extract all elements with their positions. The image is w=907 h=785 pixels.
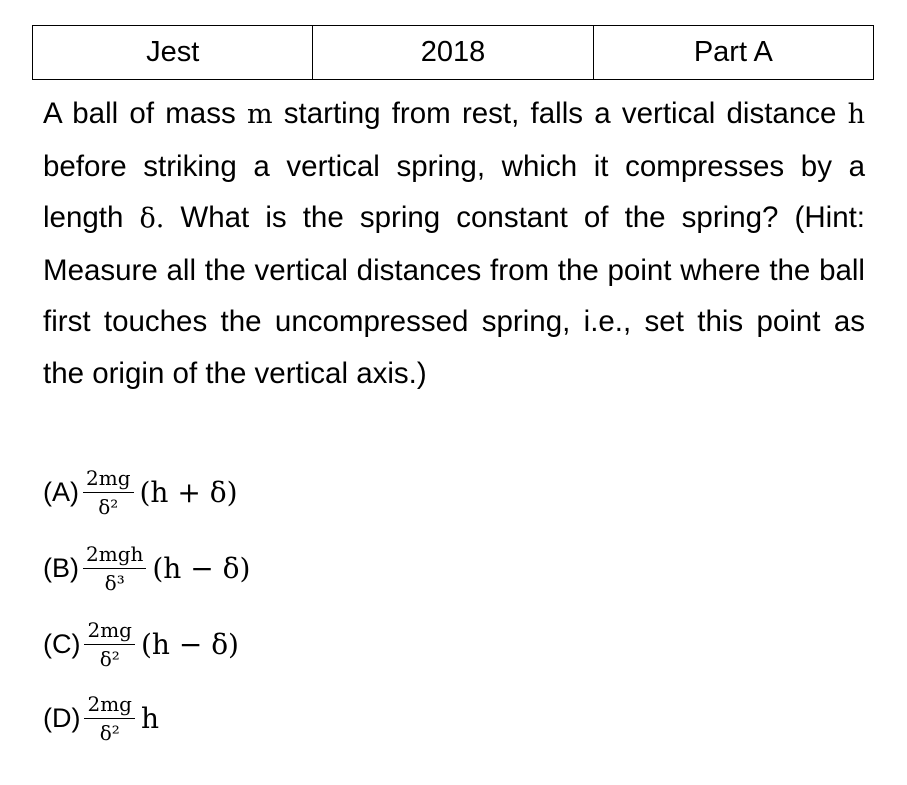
option-b-factor: (h − δ) — [152, 551, 251, 585]
option-d[interactable] — [43, 684, 159, 752]
option-c-numerator: 2mg — [84, 618, 135, 645]
variable-height: h — [847, 99, 865, 130]
exam-part-cell: Part A — [593, 26, 873, 80]
option-c-factor: (h − δ) — [140, 627, 239, 661]
option-a-factor: (h + δ) — [139, 475, 238, 509]
option-c-denominator: δ² — [99, 646, 120, 671]
option-a-fraction — [83, 466, 134, 519]
variable-delta: δ. — [139, 203, 165, 234]
header-row — [33, 26, 874, 80]
option-b-fraction — [83, 542, 146, 595]
exam-name-cell: Jest — [33, 26, 313, 80]
question-segment-2: starting from rest, falls a vertical distance — [272, 97, 848, 130]
option-c-fraction — [84, 618, 135, 671]
option-d-denominator: δ² — [99, 720, 120, 745]
option-d-label: (D) — [43, 702, 81, 733]
option-d-factor: h — [140, 701, 160, 735]
option-d-numerator: 2mg — [84, 692, 135, 719]
option-b-label: (B) — [43, 552, 79, 583]
question-segment-3: before striking a vertical spring, which it compresses by a length — [43, 149, 865, 234]
option-b-numerator: 2mgh — [83, 542, 146, 569]
option-a[interactable] — [43, 458, 238, 526]
option-c-label: (C) — [43, 628, 81, 659]
option-a-label: (A) — [43, 476, 79, 507]
option-b-denominator: δ³ — [104, 570, 125, 595]
question-segment-1: A ball of mass — [43, 97, 247, 130]
exam-year-cell: 2018 — [313, 26, 593, 80]
variable-mass: m — [246, 99, 273, 130]
question-text — [43, 88, 865, 399]
question-segment-4: What is the spring constant of the spring? (Hint: Measure all the vertical distances from the point where the ball first touches the uncompressed spring, i.e., set this point as the origin of the vertical axis.) — [43, 201, 865, 390]
option-a-denominator: δ² — [98, 494, 119, 519]
option-c[interactable] — [43, 610, 239, 678]
header-table — [32, 25, 874, 80]
option-a-numerator: 2mg — [83, 466, 134, 493]
option-d-fraction — [84, 692, 135, 745]
option-b[interactable] — [43, 534, 250, 602]
